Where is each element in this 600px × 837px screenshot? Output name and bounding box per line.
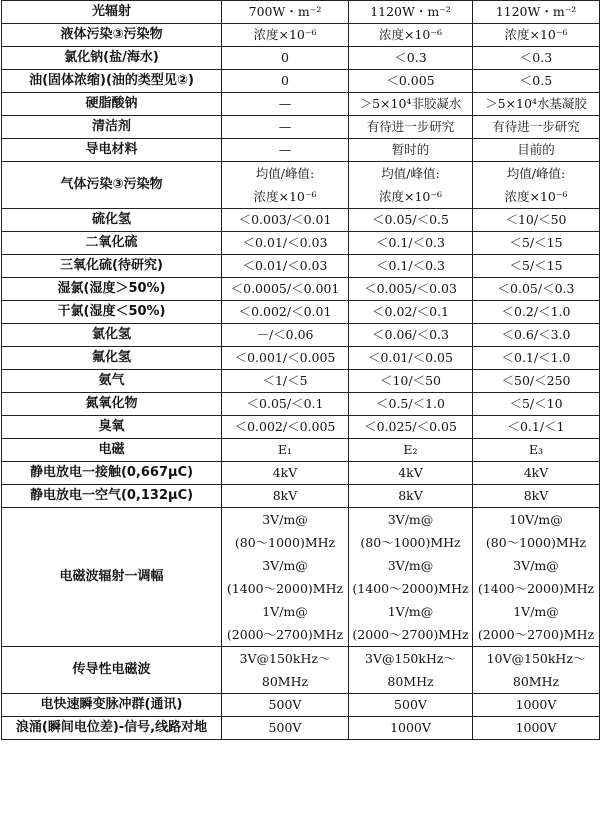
cell-line: 80MHz xyxy=(512,674,560,689)
table-row xyxy=(2,232,600,255)
value-cell: 0 xyxy=(222,47,349,70)
cell-line: 均值/峰值: xyxy=(255,166,315,181)
value-cell: — xyxy=(222,93,349,116)
value-cell: ＜0.5 xyxy=(473,70,600,93)
value-cell: －/＜0.06 xyxy=(222,324,349,347)
value-cell: ＜1/＜5 xyxy=(222,370,349,393)
cell-line: 3V/m@ xyxy=(387,512,434,527)
row-label: 光辐射 xyxy=(2,1,222,24)
value-cell: ＜10/＜50 xyxy=(473,209,600,232)
value-cell: 500V xyxy=(222,717,349,740)
table-row xyxy=(2,278,600,301)
row-label: 氯化氢 xyxy=(2,324,222,347)
value-cell: ＜0.002/＜0.005 xyxy=(222,416,349,439)
value-cell: 8kV xyxy=(349,485,473,508)
row-label: 二氧化硫 xyxy=(2,232,222,255)
table-row xyxy=(2,93,600,116)
value-cell: ＜0.05/＜0.5 xyxy=(349,209,473,232)
cell-line: (1400～2000)MHz xyxy=(226,581,344,596)
row-label: 氯化钠(盐/海水) xyxy=(2,47,222,70)
row-label: 湿氯(湿度＞50%) xyxy=(2,278,222,301)
cell-line: 80MHz xyxy=(261,674,309,689)
value-cell: 700W・m⁻² xyxy=(222,1,349,24)
value-cell: 浓度×10⁻⁶ xyxy=(222,24,349,47)
table-row xyxy=(2,116,600,139)
cell-line: (2000～2700)MHz xyxy=(226,627,344,642)
value-cell: 有待进一步研究 xyxy=(349,116,473,139)
table-row xyxy=(2,70,600,93)
table-row xyxy=(2,47,600,70)
cell-line: 1V/m@ xyxy=(387,604,434,619)
value-cell xyxy=(222,508,349,647)
value-cell: ＜0.1/＜1 xyxy=(473,416,600,439)
cell-line: 浓度×10⁻⁶ xyxy=(253,189,317,204)
value-cell: ＜0.003/＜0.01 xyxy=(222,209,349,232)
value-cell: 4kV xyxy=(349,462,473,485)
value-cell: ＜0.005/＜0.03 xyxy=(349,278,473,301)
value-cell: 1120W・m⁻² xyxy=(473,1,600,24)
table-row xyxy=(2,462,600,485)
value-cell: ＜10/＜50 xyxy=(349,370,473,393)
value-cell: ＜0.025/＜0.05 xyxy=(349,416,473,439)
table-row xyxy=(2,416,600,439)
value-cell: ＜5/＜10 xyxy=(473,393,600,416)
cell-line: (1400～2000)MHz xyxy=(477,581,595,596)
value-cell xyxy=(349,162,473,209)
value-cell: — xyxy=(222,116,349,139)
value-cell xyxy=(349,508,473,647)
value-cell: ＜0.01/＜0.03 xyxy=(222,232,349,255)
row-label: 传导性电磁波 xyxy=(2,647,222,694)
radiation-row xyxy=(2,508,600,647)
table-row xyxy=(2,24,600,47)
row-label: 静电放电一接触(0,667μC) xyxy=(2,462,222,485)
table-row xyxy=(2,301,600,324)
table-row xyxy=(2,1,600,24)
value-cell: E₂ xyxy=(349,439,473,462)
value-cell: ＜0.5/＜1.0 xyxy=(349,393,473,416)
cell-line: 浓度×10⁻⁶ xyxy=(379,189,442,204)
row-label: 液体污染③污染物 xyxy=(2,24,222,47)
value-cell: E₃ xyxy=(473,439,600,462)
value-cell: ＜0.1/＜0.3 xyxy=(349,232,473,255)
row-label: 臭氧 xyxy=(2,416,222,439)
value-cell: ＜5/＜15 xyxy=(473,232,600,255)
row-label: 氮氧化物 xyxy=(2,393,222,416)
cell-line: 3V@150kHz～ xyxy=(365,651,456,666)
row-label: 清洁剂 xyxy=(2,116,222,139)
value-cell: E₁ xyxy=(222,439,349,462)
value-cell: ＜0.001/＜0.005 xyxy=(222,347,349,370)
row-label: 硫化氢 xyxy=(2,209,222,232)
row-label: 气体污染③污染物 xyxy=(2,162,222,209)
row-label: 浪涌(瞬间电位差)-信号,线路对地 xyxy=(2,717,222,740)
table-row xyxy=(2,324,600,347)
value-cell xyxy=(473,508,600,647)
table-row xyxy=(2,393,600,416)
value-cell: — xyxy=(222,139,349,162)
value-cell: ＜0.0005/＜0.001 xyxy=(222,278,349,301)
value-cell: ＜0.01/＜0.03 xyxy=(222,255,349,278)
value-cell: ＜0.005 xyxy=(349,70,473,93)
row-label: 电快速瞬变脉冲群(通讯) xyxy=(2,694,222,717)
cell-line: (80～1000)MHz xyxy=(485,535,587,550)
value-cell: 1000V xyxy=(473,694,600,717)
row-label: 静电放电一空气(0,132μC) xyxy=(2,485,222,508)
value-cell xyxy=(222,647,349,694)
row-label: 干氯(湿度＜50%) xyxy=(2,301,222,324)
value-cell: ＜0.002/＜0.01 xyxy=(222,301,349,324)
table-row xyxy=(2,717,600,740)
table-row xyxy=(2,347,600,370)
value-cell: ＜5/＜15 xyxy=(473,255,600,278)
table-row xyxy=(2,439,600,462)
value-cell: 4kV xyxy=(473,462,600,485)
value-cell: ＜0.1/＜0.3 xyxy=(349,255,473,278)
cell-line: 均值/峰值: xyxy=(381,166,440,181)
gas-header-row xyxy=(2,162,600,209)
value-cell: 8kV xyxy=(222,485,349,508)
value-cell: ＜0.3 xyxy=(473,47,600,70)
environment-spec-table xyxy=(1,0,600,740)
cell-line: (80～1000)MHz xyxy=(234,535,336,550)
cell-line: 3V/m@ xyxy=(262,558,308,573)
row-label: 氨气 xyxy=(2,370,222,393)
value-cell: ＜50/＜250 xyxy=(473,370,600,393)
value-cell: ＜0.6/＜3.0 xyxy=(473,324,600,347)
value-cell: ＜0.01/＜0.05 xyxy=(349,347,473,370)
value-cell: ＜0.3 xyxy=(349,47,473,70)
cell-line: (80～1000)MHz xyxy=(360,535,461,550)
row-label: 三氧化硫(待研究) xyxy=(2,255,222,278)
value-cell: 目前的 xyxy=(473,139,600,162)
row-label: 硬脂酸钠 xyxy=(2,93,222,116)
table-row xyxy=(2,209,600,232)
value-cell xyxy=(473,647,600,694)
cell-line: (1400～2000)MHz xyxy=(352,581,469,596)
table-row xyxy=(2,139,600,162)
value-cell: 500V xyxy=(222,694,349,717)
row-label: 导电材料 xyxy=(2,139,222,162)
cell-line: 3V@150kHz～ xyxy=(239,651,331,666)
cell-line: 10V@150kHz～ xyxy=(486,651,586,666)
value-cell: 500V xyxy=(349,694,473,717)
value-cell xyxy=(473,162,600,209)
value-cell: 1120W・m⁻² xyxy=(349,1,473,24)
value-cell: ＜0.06/＜0.3 xyxy=(349,324,473,347)
table-row xyxy=(2,370,600,393)
value-cell: ＜0.02/＜0.1 xyxy=(349,301,473,324)
value-cell: 有待进一步研究 xyxy=(473,116,600,139)
value-cell: 浓度×10⁻⁶ xyxy=(473,24,600,47)
table-row xyxy=(2,255,600,278)
value-cell: 8kV xyxy=(473,485,600,508)
value-cell: ＜0.05/＜0.3 xyxy=(473,278,600,301)
value-cell xyxy=(222,162,349,209)
value-cell: ＞5×10⁴水基凝胶 xyxy=(473,93,600,116)
value-cell: ＜0.1/＜1.0 xyxy=(473,347,600,370)
value-cell: ＜0.2/＜1.0 xyxy=(473,301,600,324)
value-cell xyxy=(349,647,473,694)
value-cell: ＞5×10⁴非胶凝水 xyxy=(349,93,473,116)
cell-line: 1V/m@ xyxy=(513,604,559,619)
row-label: 电磁波辐射一调幅 xyxy=(2,508,222,647)
value-cell: 4kV xyxy=(222,462,349,485)
cell-line: (2000～2700)MHz xyxy=(477,627,595,642)
cell-line: 80MHz xyxy=(387,674,434,689)
cell-line: 3V/m@ xyxy=(262,512,308,527)
cell-line: 10V/m@ xyxy=(509,512,563,527)
row-label: 油(固体浓缩)(油的类型见②) xyxy=(2,70,222,93)
cell-line: 3V/m@ xyxy=(513,558,559,573)
cell-line: 1V/m@ xyxy=(262,604,308,619)
cell-line: (2000～2700)MHz xyxy=(352,627,469,642)
cell-line: 浓度×10⁻⁶ xyxy=(504,189,568,204)
value-cell: 暂时的 xyxy=(349,139,473,162)
cell-line: 3V/m@ xyxy=(387,558,434,573)
cell-line: 均值/峰值: xyxy=(506,166,566,181)
row-label: 电磁 xyxy=(2,439,222,462)
table-row xyxy=(2,485,600,508)
value-cell: 浓度×10⁻⁶ xyxy=(349,24,473,47)
table-row xyxy=(2,694,600,717)
value-cell: ＜0.05/＜0.1 xyxy=(222,393,349,416)
row-label: 氟化氢 xyxy=(2,347,222,370)
conducted-row xyxy=(2,647,600,694)
value-cell: 1000V xyxy=(473,717,600,740)
value-cell: 0 xyxy=(222,70,349,93)
value-cell: 1000V xyxy=(349,717,473,740)
